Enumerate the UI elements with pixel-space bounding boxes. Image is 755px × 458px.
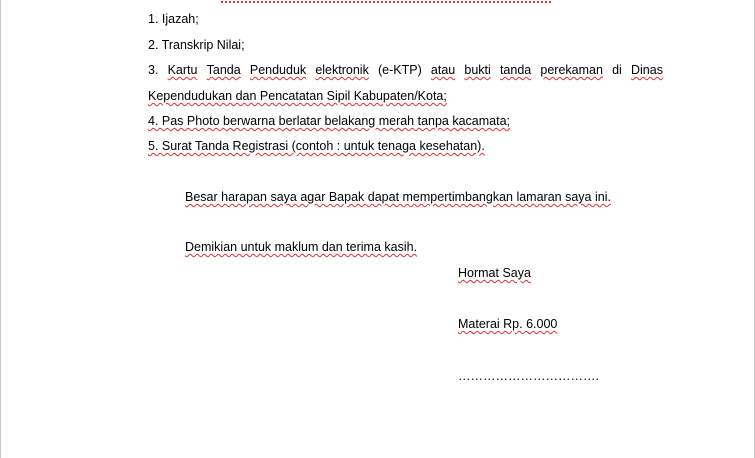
- spellcheck-underline-cut: [221, 0, 551, 3]
- list-item-ktp-line1: [148, 62, 663, 78]
- word: di: [612, 63, 622, 77]
- list-item-ijazah: [148, 11, 199, 27]
- closing-paragraph-hope-text: Besar harapan saya agar Bapak dapat mempertimbangkan lamaran saya ini.: [185, 190, 611, 204]
- list-item-ktp-line2-text: Kependudukan dan Pencatatan Sipil Kabupaten/Kota;: [148, 89, 447, 103]
- closing-paragraph-thanks-text: Demikian untuk maklum dan terima kasih.: [185, 240, 418, 254]
- word: atau: [430, 63, 456, 77]
- word: (e-KTP): [377, 63, 422, 77]
- signature-name-line-text: …………………………….: [458, 369, 599, 383]
- signature-greeting: [458, 265, 531, 281]
- word: Tanda: [206, 63, 241, 77]
- word: tanda: [499, 63, 532, 77]
- list-item-pas-photo: [148, 113, 510, 129]
- signature-greeting-text: Hormat Saya: [458, 266, 531, 280]
- closing-paragraph-hope: [185, 189, 611, 205]
- list-item-surat-tanda-registrasi: [148, 138, 485, 154]
- list-item-surat-tanda-registrasi-text: 5. Surat Tanda Registrasi (contoh : untuk tenaga kesehatan).: [148, 139, 485, 153]
- word: elektronik: [315, 63, 369, 77]
- list-item-ktp-line2: [148, 88, 447, 104]
- list-item-transkrip: [148, 37, 245, 53]
- signature-stamp: [458, 316, 557, 332]
- signature-stamp-text: Materai Rp. 6.000: [458, 317, 558, 331]
- closing-paragraph-thanks: [185, 239, 417, 255]
- list-item-ijazah-text: 1. Ijazah;: [148, 12, 199, 26]
- word: 3.: [148, 63, 159, 77]
- word: Kartu: [167, 63, 198, 77]
- word: bukti: [464, 63, 491, 77]
- signature-name-line: [458, 368, 599, 384]
- list-item-pas-photo-text: 4. Pas Photo berwarna berlatar belakang merah tanpa kacamata;: [148, 114, 511, 128]
- list-item-transkrip-text: 2. Transkrip Nilai;: [148, 38, 245, 52]
- word: Dinas: [630, 63, 663, 77]
- word: perekaman: [540, 63, 603, 77]
- word: Penduduk: [249, 63, 307, 77]
